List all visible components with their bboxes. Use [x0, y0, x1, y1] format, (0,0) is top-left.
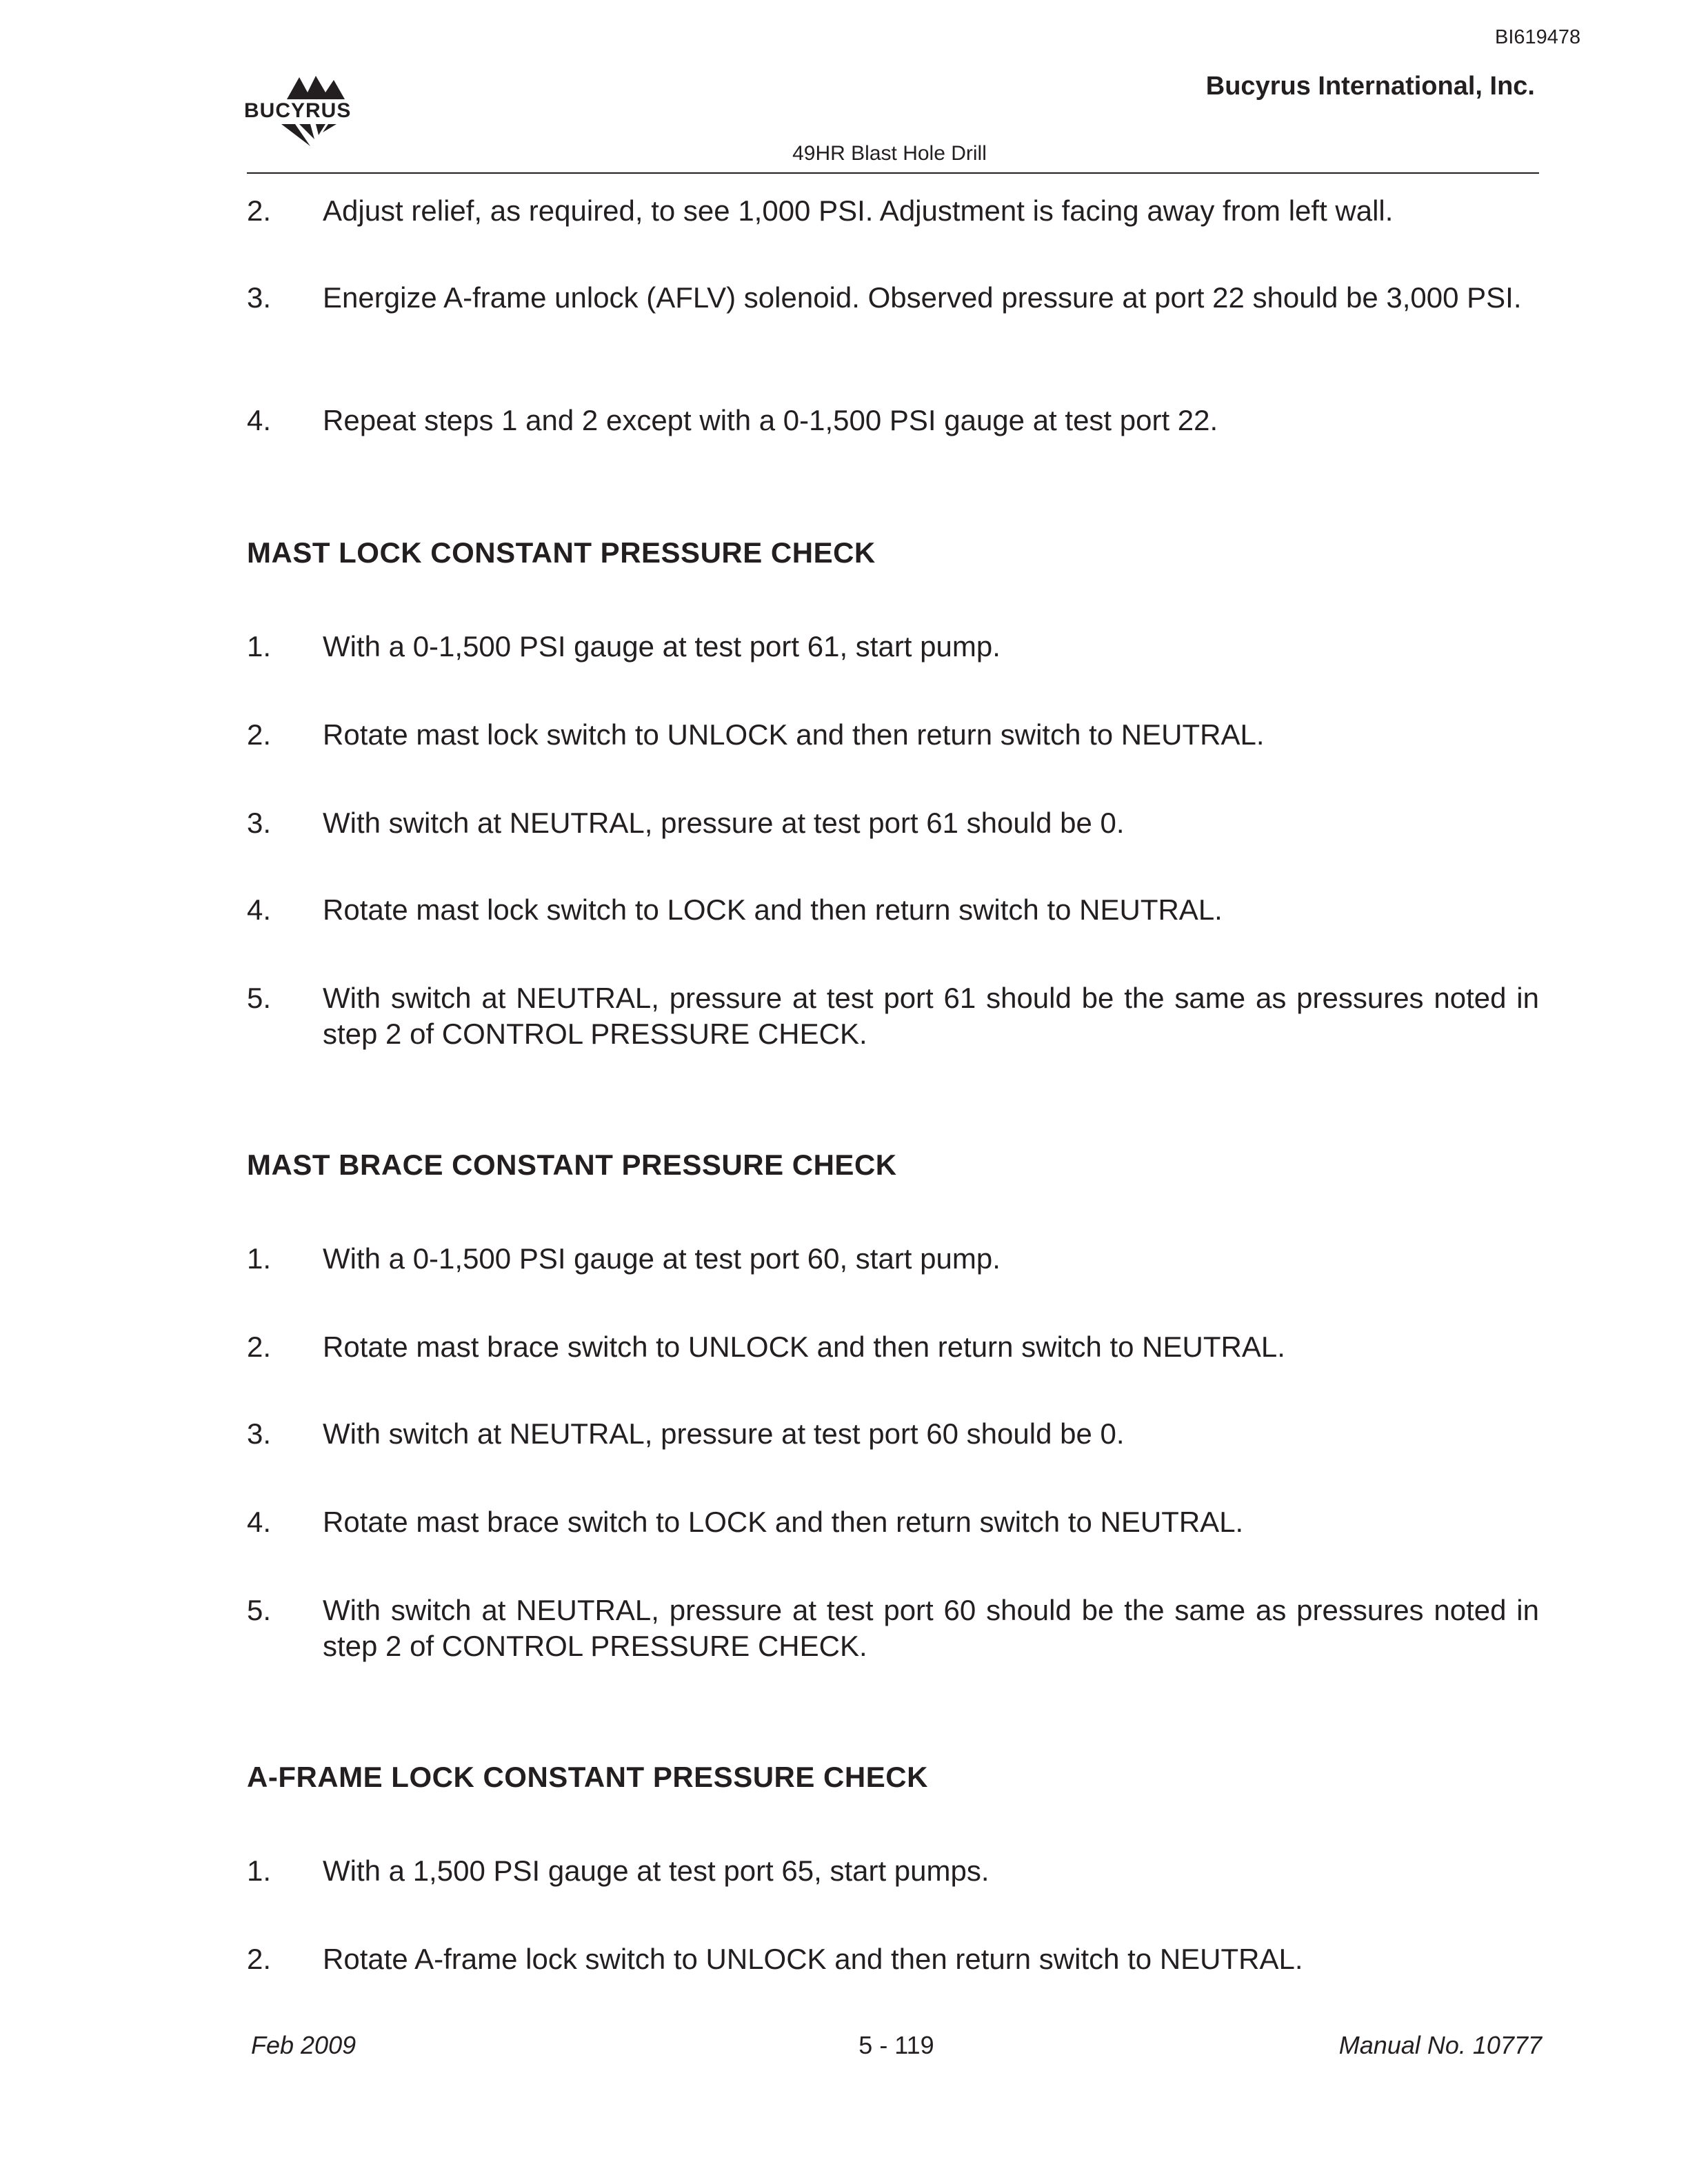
step-text: Energize A-frame unlock (AFLV) solenoid. Observed pressure at port 22 should be 3,000 PSI.: [323, 281, 1522, 314]
logo-text: BUCYRUS: [244, 99, 352, 122]
list-item: [247, 280, 1539, 316]
list-item: [247, 1241, 1539, 1277]
step-number: 2.: [247, 1943, 272, 1975]
page-number: 5 - 119: [858, 2031, 934, 2059]
step-number: 4.: [247, 893, 272, 926]
step-text: Rotate A-frame lock switch to UNLOCK and then return switch to NEUTRAL.: [323, 1943, 1303, 1975]
step-text: With switch at NEUTRAL, pressure at test port 60 should be 0.: [323, 1417, 1125, 1450]
footer-date: Feb 2009: [251, 2031, 356, 2059]
step-text: Rotate mast lock switch to UNLOCK and then return switch to NEUTRAL.: [323, 718, 1265, 751]
step-text: With a 0-1,500 PSI gauge at test port 60, start pump.: [323, 1242, 1001, 1275]
step-text: With a 0-1,500 PSI gauge at test port 61, start pump.: [323, 630, 1001, 663]
step-text: With switch at NEUTRAL, pressure at test port 61 should be the same as pressures noted in step 2 of CONTROL PRESSURE CHECK.: [323, 982, 1539, 1050]
document-subtitle: 49HR Blast Hole Drill: [792, 142, 987, 165]
list-item: [247, 892, 1539, 928]
step-text: Rotate mast brace switch to UNLOCK and then return switch to NEUTRAL.: [323, 1331, 1285, 1363]
step-number: 3.: [247, 807, 272, 839]
section-heading: MAST LOCK CONSTANT PRESSURE CHECK: [247, 536, 876, 569]
list-item: [247, 1593, 1539, 1664]
company-logo: [241, 72, 365, 149]
step-text: With a 1,500 PSI gauge at test port 65, start pumps.: [323, 1854, 989, 1887]
section-heading: A-FRAME LOCK CONSTANT PRESSURE CHECK: [247, 1761, 928, 1793]
document-id: BI619478: [1495, 26, 1581, 48]
step-number: 1.: [247, 1854, 272, 1887]
list-item: [247, 1416, 1539, 1452]
list-item: [247, 629, 1539, 665]
manual-number: Manual No. 10777: [1338, 2031, 1542, 2059]
list-item: [247, 403, 1539, 438]
header-divider: [247, 172, 1539, 174]
list-item: [247, 1853, 1539, 1889]
step-text: Rotate mast lock switch to LOCK and then return switch to NEUTRAL.: [323, 893, 1223, 926]
company-name: Bucyrus International, Inc.: [1205, 72, 1535, 101]
step-number: 2.: [247, 194, 272, 227]
list-item: [247, 1941, 1539, 1977]
step-number: 2.: [247, 718, 272, 751]
step-number: 5.: [247, 982, 272, 1014]
list-item: [247, 980, 1539, 1052]
list-item: [247, 805, 1539, 841]
step-number: 3.: [247, 1417, 272, 1450]
step-text: Repeat steps 1 and 2 except with a 0-1,500 PSI gauge at test port 22.: [323, 404, 1218, 436]
step-number: 5.: [247, 1594, 272, 1626]
step-text: With switch at NEUTRAL, pressure at test port 60 should be the same as pressures noted in step 2 of CONTROL PRESSURE CHECK.: [323, 1594, 1539, 1662]
list-item: [247, 717, 1539, 753]
list-item: [247, 193, 1539, 229]
step-number: 4.: [247, 1506, 272, 1538]
list-item: [247, 1329, 1539, 1365]
step-number: 1.: [247, 1242, 272, 1275]
step-text: Rotate mast brace switch to LOCK and then return switch to NEUTRAL.: [323, 1506, 1244, 1538]
step-number: 1.: [247, 630, 272, 663]
step-number: 2.: [247, 1331, 272, 1363]
step-number: 4.: [247, 404, 272, 436]
step-number: 3.: [247, 281, 272, 314]
step-text: Adjust relief, as required, to see 1,000 PSI. Adjustment is facing away from left wall.: [323, 194, 1394, 227]
list-item: [247, 1504, 1539, 1540]
step-text: With switch at NEUTRAL, pressure at test port 61 should be 0.: [323, 807, 1125, 839]
section-heading: MAST BRACE CONSTANT PRESSURE CHECK: [247, 1149, 897, 1181]
